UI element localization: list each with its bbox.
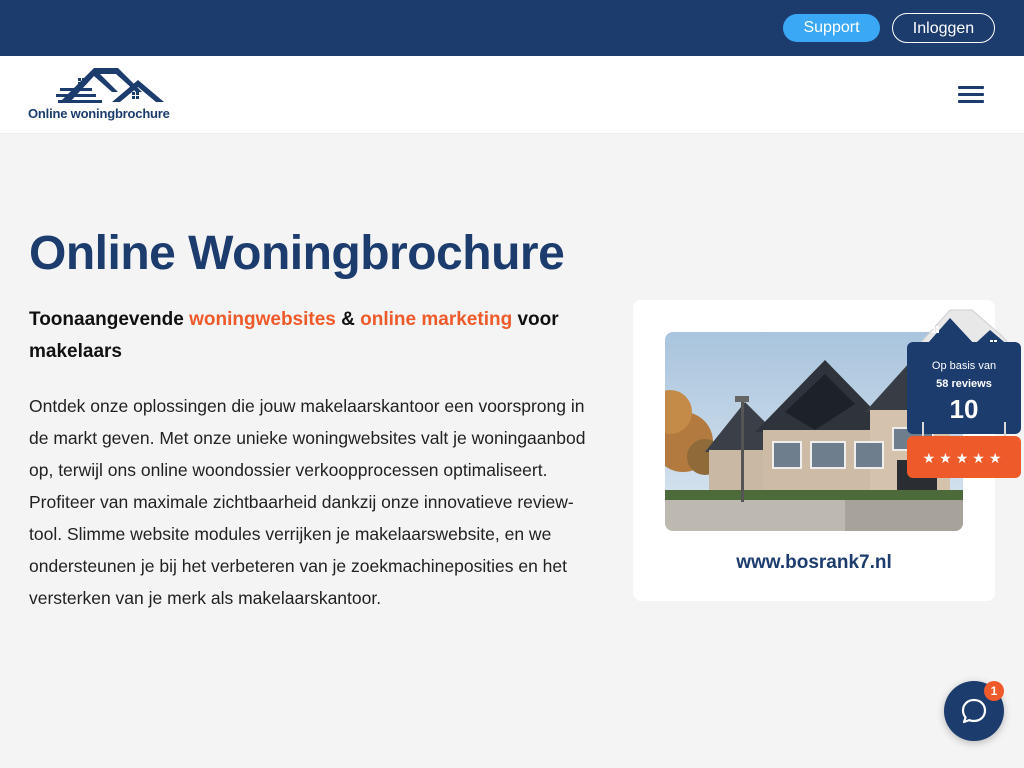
subtitle-text-1: Toonaangevende xyxy=(29,309,190,330)
support-button[interactable]: Support xyxy=(783,14,880,42)
review-score: 10 xyxy=(949,394,979,424)
review-badge[interactable] xyxy=(906,306,1022,480)
subtitle-text-3: voor makelaars xyxy=(29,309,559,362)
hamburger-menu-icon[interactable] xyxy=(958,86,986,108)
logo-houses-icon xyxy=(56,66,181,106)
review-stars-icon: ★★★★★ xyxy=(907,436,1021,478)
hero-description: Ontdek onze oplossingen die jouw makelaarskantoor een voorsprong in de markt geven. Met onze unieke woningwebsites valt je woningaanbod op, terwijl ons online woondossier verkoopprocessen optimaliseert. Profiteer van maximale zichtbaarheid dankzij onze innovatieve review-tool. Slimme website modules verrijken je makelaarswebsite, en we ondersteunen je bij het verbeteren van je zoekmachineposities en het versterken van je merk als makelaarskantoor. xyxy=(29,396,586,608)
chat-bubble-icon xyxy=(960,697,988,725)
page-title: Online Woningbrochure xyxy=(29,227,565,280)
review-basis-text: Op basis van xyxy=(931,360,997,372)
login-button[interactable]: Inloggen xyxy=(892,13,995,43)
top-bar xyxy=(0,0,1024,56)
review-count: 58 reviews xyxy=(936,378,992,390)
woningwebsites-link[interactable]: woningwebsites xyxy=(189,309,336,330)
logo-text: Online woningbrochure xyxy=(28,106,170,121)
showcase-website-link[interactable]: www.bosrank7.nl xyxy=(736,552,892,573)
chat-notification-badge: 1 xyxy=(984,681,1004,701)
hero-subtitle xyxy=(29,304,609,368)
site-logo[interactable] xyxy=(28,66,188,126)
main-navbar xyxy=(0,56,1024,134)
online-marketing-link[interactable]: online marketing xyxy=(360,309,513,330)
subtitle-text-2: & xyxy=(335,309,361,330)
